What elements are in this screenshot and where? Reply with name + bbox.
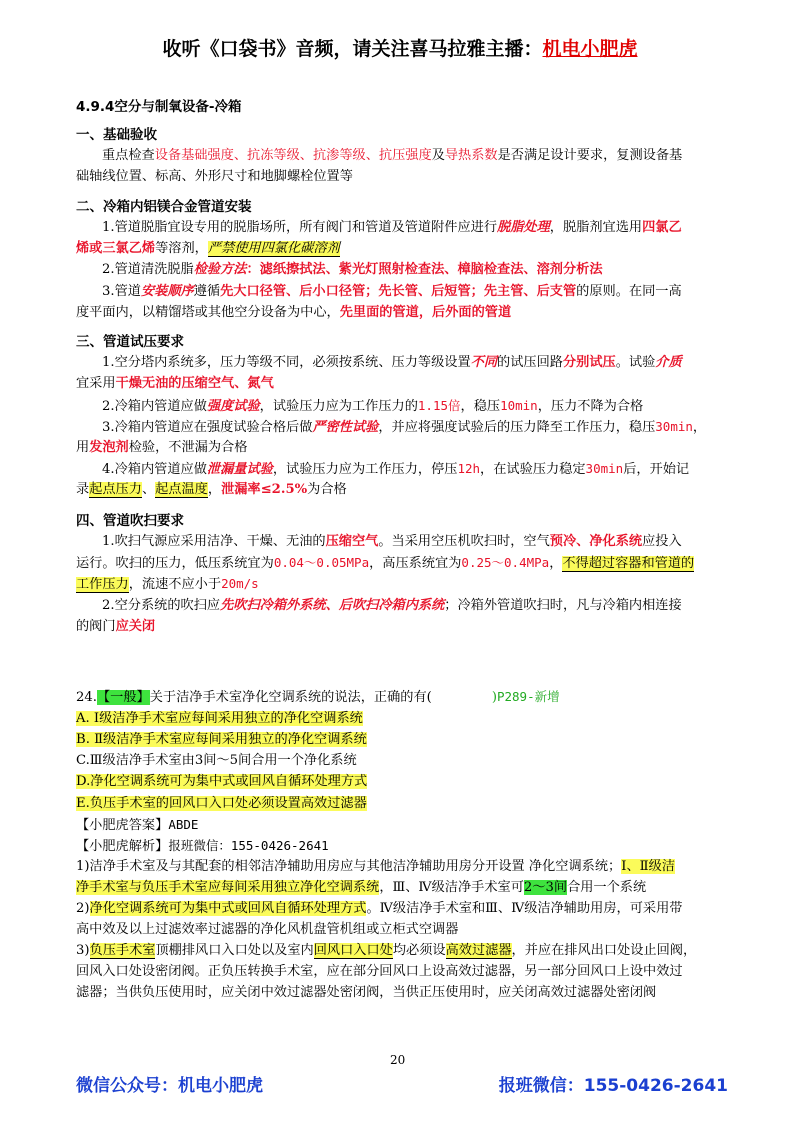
- option-b: B. Ⅱ级洁净手术室应每间采用独立的净化空调系统: [76, 732, 367, 747]
- analysis-1-line-1: 1)洁净手术室及与其配套的相邻洁净辅助用房应与其他洁净辅助用房分开设置 净化空调系统；Ⅰ、Ⅱ级洁: [76, 859, 675, 874]
- s2-para-2: 2.管道清洗脱脂检验方法：滤纸擦拭法、紫光灯照射检查法、樟脑检查法、溶剂分析法: [102, 262, 603, 277]
- highlight-start-temperature: 起点温度: [155, 482, 208, 497]
- footer-contact: 报班微信：155-0426-2641: [498, 1076, 728, 1096]
- highlight-not-exceed: 不得超过容器和管道的: [562, 556, 695, 571]
- s3-para-2: 2.冷箱内管道应做强度试验，试验压力应为工作压力的1.15倍，稳压10min，压力不降为合格: [102, 398, 644, 414]
- s1-line-2: 础轴线位置、标高、外形尺寸和地脚螺栓位置等: [76, 169, 353, 184]
- page-number: 20: [390, 1053, 406, 1067]
- analysis-2-line-1: 2)净化空调系统可为集中式或回风自循环处理方式。Ⅳ级洁净手术室和Ⅲ、Ⅳ级洁净辅助用房，可采用带: [76, 901, 683, 916]
- header-brand-link[interactable]: 机电小肥虎: [542, 38, 638, 60]
- answer-line: 【小肥虎答案】ABDE: [76, 817, 199, 833]
- header-prefix: 收听《口袋书》音频，请关注喜马拉雅主播：: [162, 38, 543, 60]
- highlight-no-ccl4: 严禁使用四氯化碳溶剂: [207, 241, 340, 256]
- option-a: A. Ⅰ级洁净手术室应每间采用独立的净化空调系统: [76, 711, 363, 726]
- page-header: [0, 34, 800, 61]
- s1-heading: 一、基础验收: [76, 127, 157, 143]
- s4-para-2-line-2: 的阀门应关闭: [76, 619, 156, 634]
- s3-para-1-line-1: 1.空分塔内系统多，压力等级不同，必须按系统、压力等级设置不同的试压回路分别试压。试验介质: [102, 355, 682, 370]
- s3-para-1-line-2: 宜采用干燥无油的压缩空气、氮气: [76, 376, 274, 391]
- s4-heading: 四、管道吹扫要求: [76, 513, 184, 529]
- s3-heading: 三、管道试压要求: [76, 334, 184, 350]
- analysis-1-line-2: 净手术室与负压手术室应每间采用独立净化空调系统，Ⅲ、Ⅳ级洁净手术室可2～3间合用一个系统: [76, 880, 647, 895]
- s2-para-3-line-1: 3.管道安装顺序遵循先大口径管、后小口径管；先长管、后短管；先主管、后支管的原则。在同一高: [102, 284, 682, 299]
- analysis-2-line-2: 高中效及以上过滤效率过滤器的净化风机盘管机组或立柜式空调器: [76, 922, 459, 937]
- s2-para-1-line-1: 1.管道脱脂宜设专用的脱脂场所，所有阀门和管道及管道附件应进行脱脂处理，脱脂剂宜选用四氯乙: [102, 220, 682, 235]
- analysis-3-line-3: 滤器；当供负压使用时，应关闭中效过滤器处密闭阀，当供正压使用时，应关闭高效过滤器处密闭阀: [76, 985, 657, 1000]
- question-stem: 24.【一般】关于洁净手术室净化空调系统的说法，正确的有( )P289-新增: [76, 689, 560, 705]
- option-d: D.净化空调系统可为集中式或回风自循环处理方式: [76, 774, 368, 789]
- footer-wechat-account: 微信公众号：机电小肥虎: [76, 1076, 263, 1096]
- highlight-start-pressure: 起点压力: [89, 482, 142, 497]
- s4-para-2-line-1: 2.空分系统的吹扫应先吹扫冷箱外系统、后吹扫冷箱内系统；冷箱外管道吹扫时，凡与冷箱内相连接: [102, 598, 682, 613]
- analysis-label-line: 【小肥虎解析】报班微信：155-0426-2641: [76, 838, 329, 854]
- s4-para-1-line-3: 工作压力，流速不应小于20m/s: [76, 576, 259, 592]
- s1-line-1: 重点检查设备基础强度、抗冻等级、抗渗等级、抗压强度及导热系数是否满足设计要求，复测设备基: [102, 148, 683, 163]
- difficulty-tag: 【一般】: [96, 690, 150, 705]
- page-reference: P289-新增: [496, 689, 560, 704]
- s4-para-1-line-2: 运行。吹扫的压力，低压系统宜为0.04～0.05MPa，高压系统宜为0.25～0.4MPa，不得超过容器和管道的: [76, 555, 695, 571]
- analysis-3-line-1: 3)负压手术室顶棚排风口入口处以及室内回风口入口处均必须设高效过滤器，并应在排风出口处设止回阀，: [76, 943, 697, 958]
- s3-para-4-line-2: 录起点压力、起点温度，泄漏率≤2.5%为合格: [76, 482, 347, 497]
- s2-para-1-line-2: 烯或三氯乙烯等溶剂，严禁使用四氯化碳溶剂: [76, 241, 340, 256]
- answer-value: ABDE: [168, 817, 199, 832]
- s3-para-4-line-1: 4.冷箱内管道应做泄漏量试验，试验压力应为工作压力，停压12h，在试验压力稳定30min后，开始记: [102, 461, 690, 477]
- section-title: 4.9.4空分与制氧设备-冷箱: [76, 99, 242, 115]
- option-e: E.负压手术室的回风口入口处必须设置高效过滤器: [76, 796, 367, 811]
- option-c: C.Ⅲ级洁净手术室由3间～5间合用一个净化系统: [76, 753, 357, 768]
- s4-para-1-line-1: 1.吹扫气源应采用洁净、干燥、无油的压缩空气。当采用空压机吹扫时，空气预冷、净化系统应投入: [102, 534, 682, 549]
- analysis-3-line-2: 回风入口处设密闭阀。正负压转换手术室，应在部分回风口上设高效过滤器，另一部分回风口上设中效过: [76, 964, 683, 979]
- highlight-working-pressure: 工作压力: [76, 577, 129, 592]
- s3-para-3-line-1: 3.冷箱内管道应在强度试验合格后做严密性试验，并应将强度试验后的压力降至工作压力，稳压30min，: [102, 419, 707, 435]
- s3-para-3-line-2: 用发泡剂检验，不泄漏为合格: [76, 440, 248, 455]
- s2-para-3-line-2: 度平面内，以精馏塔或其他空分设备为中心，先里面的管道，后外面的管道: [76, 305, 512, 320]
- s2-heading: 二、冷箱内铝镁合金管道安装: [76, 199, 252, 215]
